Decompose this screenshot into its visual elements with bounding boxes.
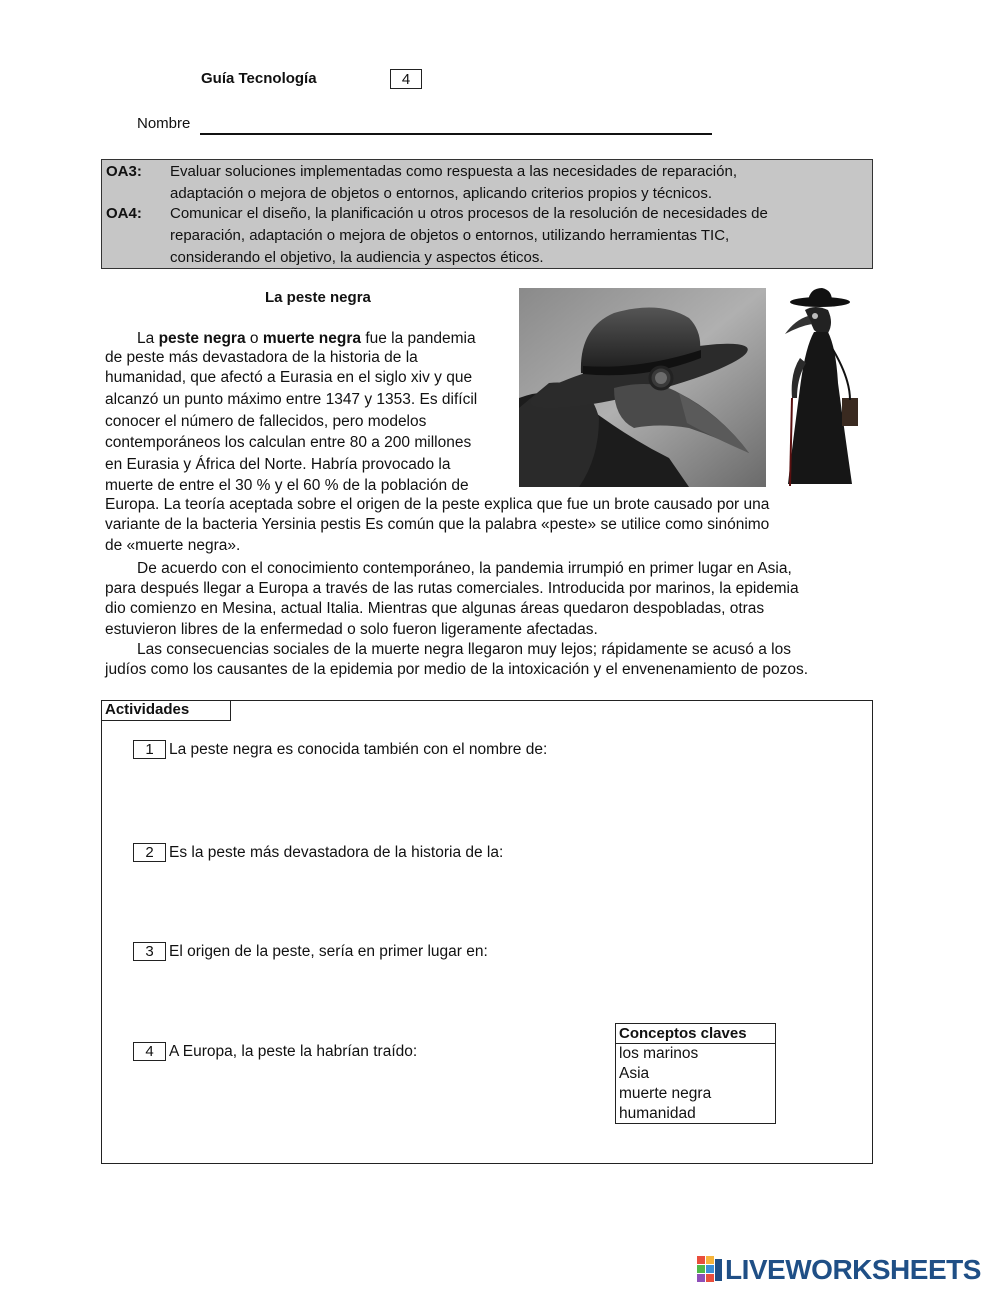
objective-code: OA4: <box>106 205 142 222</box>
question-number-box: 1 <box>133 740 166 759</box>
question-text: A Europa, la peste la habrían traído: <box>169 1043 418 1060</box>
objective-line: reparación, adaptación o mejora de objetos o entornos, utilizando herramientas TIC, <box>170 227 730 244</box>
concept-item[interactable]: muerte negra <box>619 1085 712 1102</box>
objectives-box <box>101 159 873 269</box>
reading-line: dio comienzo en Mesina, actual Italia. Mientras que algunas áreas quedaron despobladas, otras <box>105 600 765 617</box>
question-text: Es la peste más devastadora de la historia de la: <box>169 844 504 861</box>
question-number-box: 2 <box>133 843 166 862</box>
reading-line: contemporáneos los calculan entre 80 a 200 millones <box>105 434 472 451</box>
reading-line: de «muerte negra». <box>105 537 241 554</box>
reading-line: De acuerdo con el conocimiento contemporáneo, la pandemia irrumpió en primer lugar en Asia, <box>137 560 792 577</box>
reading-line: para después llegar a Europa a través de las rutas comerciales. Introducida por marinos, la epidemia <box>105 580 799 597</box>
plague-doctor-photo <box>519 288 766 487</box>
reading-line: La peste negra o muerte negra fue la pandemia <box>137 330 476 347</box>
objective-line: considerando el objetivo, la audiencia y aspectos éticos. <box>170 249 544 266</box>
objective-code: OA3: <box>106 163 142 180</box>
name-line[interactable] <box>200 133 712 135</box>
key-concepts-box <box>615 1023 776 1124</box>
reading-line: judíos como los causantes de la epidemia por medio de la intoxicación y el envenenamiento de pozos. <box>105 661 809 678</box>
reading-line: Las consecuencias sociales de la muerte negra llegaron muy lejos; rápidamente se acusó a los <box>137 641 791 658</box>
reading-line: variante de la bacteria Yersinia pestis Es común que la palabra «peste» se utilice como sinónimo <box>105 516 770 533</box>
activities-header: Actividades <box>101 700 231 721</box>
liveworksheets-logo[interactable] <box>697 1254 981 1286</box>
reading-line: Europa. La teoría aceptada sobre el origen de la peste explica que fue un brote causado por una <box>105 496 770 513</box>
question-text: La peste negra es conocida también con el nombre de: <box>169 741 548 758</box>
objective-line: Comunicar el diseño, la planificación u otros procesos de la resolución de necesidades de <box>170 205 768 222</box>
key-concepts-header: Conceptos claves <box>616 1024 775 1044</box>
reading-line: de peste más devastadora de la historia de la <box>105 349 418 366</box>
concept-item[interactable]: los marinos <box>619 1045 699 1062</box>
reading-line: conocer el número de fallecidos, pero modelos <box>105 413 427 430</box>
question-text: El origen de la peste, sería en primer lugar en: <box>169 943 488 960</box>
reading-title: La peste negra <box>265 289 371 306</box>
objective-text <box>170 161 862 205</box>
question-number-box: 3 <box>133 942 166 961</box>
reading-line: muerte de entre el 30 % y el 60 % de la población de <box>105 477 469 494</box>
concept-item[interactable]: Asia <box>619 1065 650 1082</box>
reading-line: estuvieron libres de la enfermedad o solo fueron ligeramente afectadas. <box>105 621 598 638</box>
plague-doctor-sketch <box>770 288 868 488</box>
guide-number-box: 4 <box>390 69 422 89</box>
liveworksheets-text: LIVEWORKSHEETS <box>725 1254 981 1285</box>
objective-text <box>170 203 862 269</box>
reading-line: humanidad, que afectó a Eurasia en el siglo xiv y que <box>105 369 473 386</box>
objective-line: adaptación o mejora de objetos o entornos, aplicando criterios propios y técnicos. <box>170 185 712 202</box>
question-number-box: 4 <box>133 1042 166 1061</box>
reading-line: alcanzó un punto máximo entre 1347 y 1353. Es difícil <box>105 391 478 408</box>
liveworksheets-mark-icon <box>697 1256 723 1284</box>
reading-line: en Eurasia y África del Norte. Habría provocado la <box>105 456 451 473</box>
name-label: Nombre <box>137 115 191 132</box>
concept-item[interactable]: humanidad <box>619 1105 696 1122</box>
objective-line: Evaluar soluciones implementadas como respuesta a las necesidades de reparación, <box>170 163 737 180</box>
guide-title: Guía Tecnología <box>201 70 317 87</box>
